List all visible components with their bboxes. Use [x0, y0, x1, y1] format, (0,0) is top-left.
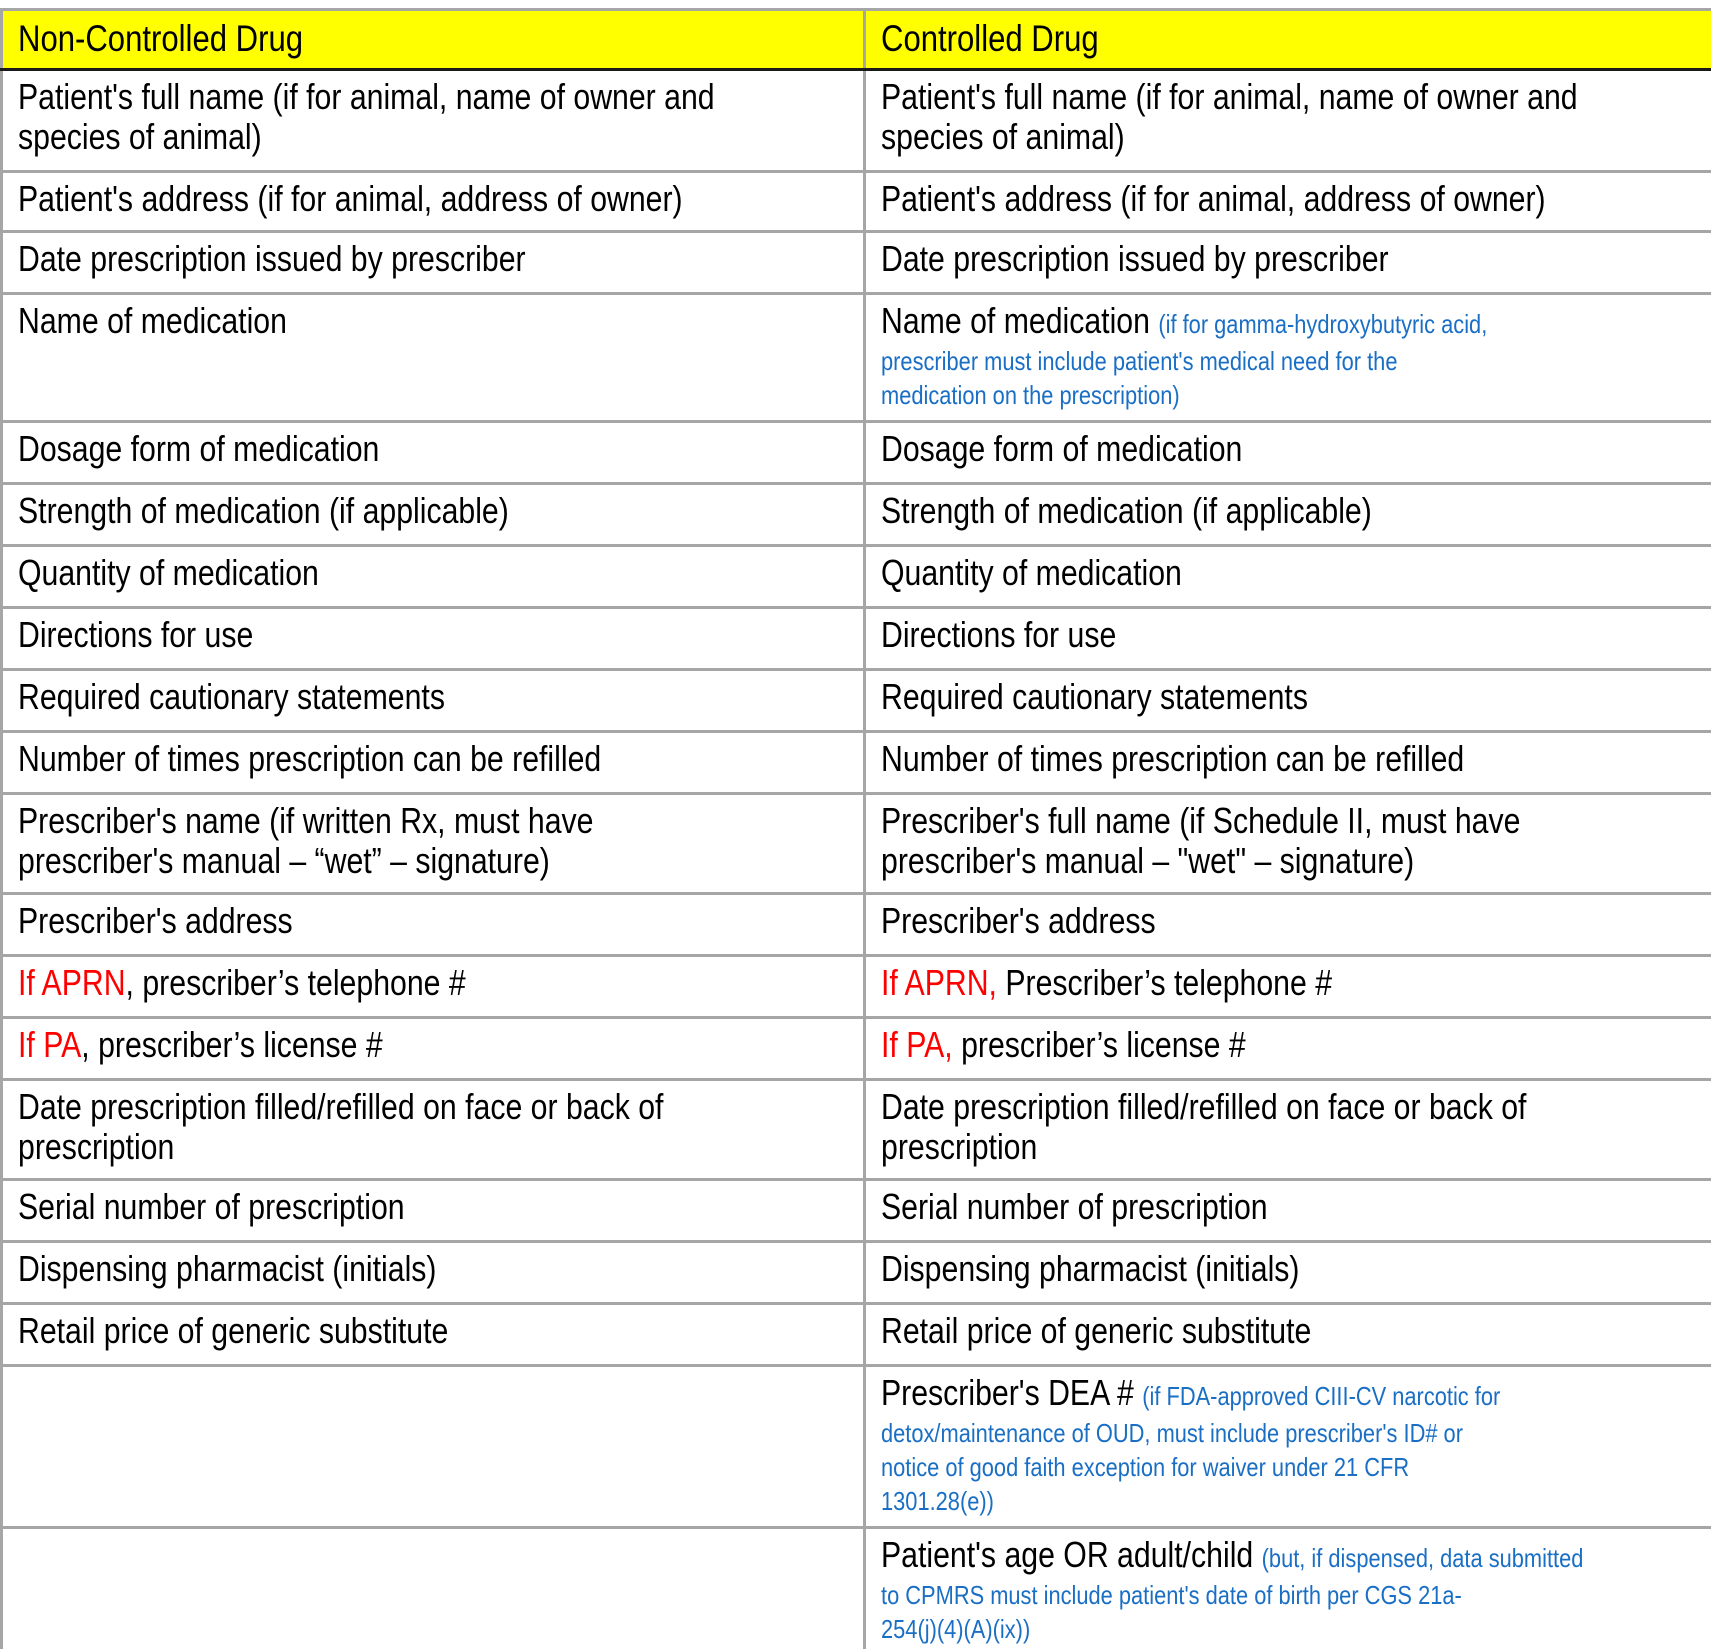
cell-non-controlled: [0, 1081, 866, 1178]
cell-controlled: [866, 1305, 1711, 1364]
cell-text: Prescriber's address: [18, 900, 293, 941]
cell-text: Prescriber's address: [881, 900, 1156, 941]
cell-text: Dispensing pharmacist (initials): [18, 1248, 437, 1289]
cell-note: 1301.28(e)): [881, 1486, 994, 1516]
cell-non-controlled: [0, 795, 866, 892]
cell-non-controlled: [0, 895, 866, 954]
cell-non-controlled: [0, 1019, 866, 1078]
cell-note: medication on the prescription): [881, 380, 1180, 410]
cell-text: prescriber's manual – “wet” – signature): [18, 840, 550, 881]
header-controlled-drug: Controlled Drug: [881, 18, 1099, 59]
header-cell-controlled: [866, 11, 1711, 68]
cell-non-controlled: [0, 1181, 866, 1240]
cell-non-controlled: [0, 609, 866, 668]
cell-text: Patient's full name (if for animal, name of owner and: [881, 76, 1578, 117]
table-row: [0, 485, 1711, 547]
table-row: [0, 895, 1711, 957]
table-row: [0, 71, 1711, 173]
cell-text: Prescriber’s telephone #: [996, 962, 1333, 1003]
table-row: [0, 1367, 1711, 1529]
cell-text: Quantity of medication: [18, 552, 319, 593]
cell-text: Patient's full name (if for animal, name of owner and: [18, 76, 715, 117]
table-row: [0, 1181, 1711, 1243]
table-row: [0, 957, 1711, 1019]
cell-non-controlled: [0, 733, 866, 792]
cell-note: (if for gamma-hydroxybutyric acid,: [1158, 309, 1488, 339]
cell-text: , prescriber’s license #: [81, 1024, 383, 1065]
cell-text: Date prescription issued by prescriber: [881, 238, 1389, 279]
table-row: [0, 1243, 1711, 1305]
cell-non-controlled: [0, 233, 866, 292]
cell-controlled: [866, 1181, 1711, 1240]
cell-text: prescriber's manual – "wet" – signature): [881, 840, 1415, 881]
cell-non-controlled-empty: [0, 1529, 866, 1649]
cell-controlled: [866, 295, 1711, 420]
cell-text: Prescriber's DEA #: [881, 1372, 1134, 1413]
aprn-qualifier: If APRN,: [881, 962, 997, 1003]
cell-text: prescription: [881, 1126, 1038, 1167]
cell-non-controlled: [0, 485, 866, 544]
cell-text: Directions for use: [18, 614, 254, 655]
cell-controlled: [866, 233, 1711, 292]
cell-text: Patient's address (if for animal, address of owner): [18, 178, 683, 219]
table-row: [0, 1019, 1711, 1081]
cell-controlled: [866, 173, 1711, 230]
cell-controlled: [866, 671, 1711, 730]
cell-text: Date prescription filled/refilled on face or back of: [18, 1086, 664, 1127]
cell-text: species of animal): [881, 116, 1125, 157]
cell-controlled: [866, 485, 1711, 544]
cell-non-controlled: [0, 295, 866, 420]
cell-non-controlled: [0, 547, 866, 606]
cell-text: Name of medication: [881, 300, 1150, 341]
pa-qualifier: If PA: [18, 1024, 82, 1065]
cell-note: notice of good faith exception for waiver under 21 CFR: [881, 1452, 1410, 1482]
cell-controlled: [866, 957, 1711, 1016]
table-row: [0, 795, 1711, 895]
cell-note: prescriber must include patient's medical need for the: [881, 346, 1398, 376]
cell-non-controlled: [0, 1305, 866, 1364]
cell-text: Required cautionary statements: [18, 676, 445, 717]
cell-non-controlled: [0, 671, 866, 730]
cell-controlled: [866, 895, 1711, 954]
cell-text: Required cautionary statements: [881, 676, 1308, 717]
cell-text: Dispensing pharmacist (initials): [881, 1248, 1300, 1289]
table-row: [0, 609, 1711, 671]
cell-non-controlled: [0, 1243, 866, 1302]
cell-non-controlled-empty: [0, 1367, 866, 1526]
cell-text: , prescriber’s telephone #: [125, 962, 466, 1003]
cell-text: Number of times prescription can be refilled: [881, 738, 1465, 779]
cell-text: Prescriber's name (if written Rx, must have: [18, 800, 594, 841]
pa-qualifier: If PA,: [881, 1024, 953, 1065]
cell-controlled: [866, 423, 1711, 482]
table-row: [0, 547, 1711, 609]
cell-text: Dosage form of medication: [881, 428, 1243, 469]
cell-controlled: [866, 1019, 1711, 1078]
cell-text: Number of times prescription can be refilled: [18, 738, 602, 779]
cell-non-controlled: [0, 423, 866, 482]
cell-note: 254(j)(4)(A)(ix)): [881, 1614, 1031, 1644]
cell-non-controlled: [0, 173, 866, 230]
prescription-requirements-table: [0, 8, 1711, 1649]
cell-controlled: [866, 795, 1711, 892]
cell-text: species of animal): [18, 116, 262, 157]
cell-text: Date prescription filled/refilled on face or back of: [881, 1086, 1527, 1127]
cell-controlled: [866, 1081, 1711, 1178]
cell-text: Patient's age OR adult/child: [881, 1534, 1254, 1575]
cell-text: Date prescription issued by prescriber: [18, 238, 526, 279]
cell-text: Directions for use: [881, 614, 1117, 655]
cell-controlled: [866, 1529, 1711, 1649]
cell-non-controlled: [0, 957, 866, 1016]
cell-controlled: [866, 547, 1711, 606]
cell-text: Retail price of generic substitute: [881, 1310, 1312, 1351]
header-cell-non-controlled: [0, 11, 866, 68]
table-header-row: [0, 8, 1711, 71]
cell-controlled: [866, 1243, 1711, 1302]
cell-note: (if FDA-approved CIII-CV narcotic for: [1142, 1381, 1501, 1411]
cell-non-controlled: [0, 71, 866, 170]
table-row: [0, 295, 1711, 423]
cell-controlled: [866, 733, 1711, 792]
cell-controlled: [866, 71, 1711, 170]
cell-text: Name of medication: [18, 300, 287, 341]
cell-text: Prescriber's full name (if Schedule II, must have: [881, 800, 1521, 841]
cell-text: Serial number of prescription: [18, 1186, 405, 1227]
table-row: [0, 733, 1711, 795]
table-row: [0, 233, 1711, 295]
cell-text: prescription: [18, 1126, 175, 1167]
table-row: [0, 173, 1711, 233]
cell-text: Serial number of prescription: [881, 1186, 1268, 1227]
cell-note: (but, if dispensed, data submitted: [1261, 1543, 1584, 1573]
cell-text: prescriber’s license #: [952, 1024, 1246, 1065]
cell-controlled: [866, 609, 1711, 668]
table-row: [0, 423, 1711, 485]
cell-text: Retail price of generic substitute: [18, 1310, 449, 1351]
cell-note: to CPMRS must include patient's date of birth per CGS 21a-: [881, 1580, 1462, 1610]
header-non-controlled-drug: Non-Controlled Drug: [18, 18, 304, 59]
cell-text: Strength of medication (if applicable): [18, 490, 509, 531]
table-row: [0, 1305, 1711, 1367]
cell-text: Quantity of medication: [881, 552, 1182, 593]
table-row: [0, 671, 1711, 733]
table-row: [0, 1081, 1711, 1181]
cell-text: Patient's address (if for animal, address of owner): [881, 178, 1546, 219]
cell-controlled: [866, 1367, 1711, 1526]
cell-text: Strength of medication (if applicable): [881, 490, 1372, 531]
cell-text: Dosage form of medication: [18, 428, 380, 469]
aprn-qualifier: If APRN: [18, 962, 126, 1003]
table-row: [0, 1529, 1711, 1649]
cell-note: detox/maintenance of OUD, must include prescriber's ID# or: [881, 1418, 1463, 1448]
